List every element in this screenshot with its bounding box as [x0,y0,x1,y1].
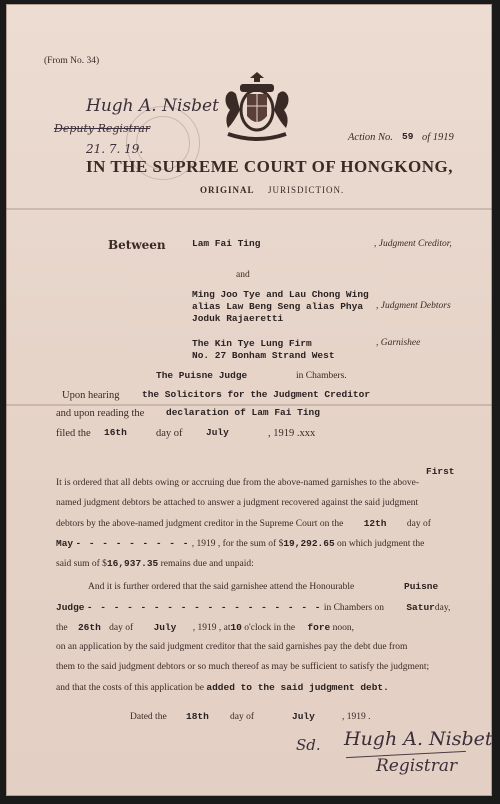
and-label: and [236,270,250,280]
creditor-name: Lam Fai Ting [192,238,261,249]
sd-mark: Sd. [296,736,321,754]
filed-the: filed the [56,428,91,439]
garnishee-role: , Garnishee [376,338,421,348]
dated-day-of: day of [230,712,255,722]
jurisdiction-original: ORIGINAL [200,185,255,195]
further-fore: fore [307,622,331,633]
filed-day: 16th [104,427,127,438]
dated-day: 18th [186,711,209,722]
further-date: 26th [77,622,101,633]
order-day: 12th [363,518,387,529]
further-oclock: o'clock in the [244,623,296,633]
order-line2: named judgment debtors be attached to answer a judgment recovered against the said judgment [56,498,419,508]
further-line1: And it is further ordered that the said garnishee attend the Honourable [88,582,355,592]
garnishee-line1: The Kin Tye Lung Firm [192,338,312,349]
fold-line [6,208,492,210]
document-page [6,4,492,796]
final-signature: Hugh A. Nisbet [344,728,493,750]
action-label: Action No. [348,132,393,143]
debtors-line2: alias Law Beng Seng alias Phya [192,301,364,312]
action-number: 59 [402,131,414,142]
coat-of-arms-icon [220,70,294,148]
order-month: May [56,538,74,549]
further-month: July [153,622,177,633]
dated-month: July [292,711,315,722]
upon-reading-prefix: and upon reading the [56,408,145,419]
further-day-of: day of [109,623,134,633]
between-label: Between [108,238,166,252]
dated-the: Dated the [130,712,167,722]
upon-hearing-prefix: Upon hearing [62,390,120,401]
further-hour: 10 [230,622,242,633]
dated-year: , 1919 . [342,712,371,722]
further-in-chambers: in Chambers on [323,603,384,613]
further-dashes: - - - - - - - - - - - - - - - - - - [86,602,322,613]
order-line3-dayof: day of [406,519,431,529]
day-of: day of [156,428,183,439]
garnishee-line2: No. 27 Bonham Strand West [192,350,335,361]
further-weekday: Satur [406,602,435,613]
form-number: (From No. 34) [44,56,100,66]
debtors-line3: Joduk Rajaeretti [192,313,284,324]
order-line5 [56,558,254,569]
registrar-signature: Hugh A. Nisbet [86,96,219,116]
in-chambers: in Chambers. [296,371,347,381]
order-line3-text: debtors by the above-named judgment creditor in the Supreme Court on the [56,519,344,529]
order-sum: 19,292.65 [283,538,335,549]
upon-reading-typed: declaration of Lam Fai Ting [166,407,320,418]
signature-date: 21. 7. 19. [86,142,144,156]
debtors-line1: Ming Joo Tye and Lau Chong Wing [192,289,369,300]
further-line3 [56,622,354,633]
further-line6-text: and that the costs of this application be [56,683,205,693]
order-said-sum: said sum of $ [56,559,107,569]
further-typed-puisne: Puisne [404,581,439,592]
further-typed-judge: Judge [56,602,85,613]
further-line6-typed: added to the said judgment debt. [206,682,389,693]
order-line4 [56,538,424,549]
further-day-word: day, [434,603,451,613]
order-line1: It is ordered that all debts owing or accruing due from the above-named garnishes to the above- [56,478,419,488]
order-remains: remains due and unpaid: [160,559,254,569]
final-title: Registrar [376,756,458,776]
further-line6 [56,682,389,693]
action-year: of 1919 [422,132,454,143]
order-typed-first: First [426,466,455,477]
order-remaining: 16,937.35 [106,558,159,569]
judge-typed: The Puisne Judge [156,370,248,381]
order-on-which: on which judgment the [337,539,425,549]
fold-line [6,404,492,406]
filed-month: July [206,427,229,438]
creditor-role: , Judgment Creditor, [374,239,452,249]
further-noon: noon, [332,623,354,633]
jurisdiction-word: JURISDICTION. [268,185,345,195]
order-line3 [56,518,431,529]
upon-hearing-typed: the Solicitors for the Judgment Creditor [142,389,371,400]
court-name: IN THE SUPREME COURT OF HONGKONG, [86,157,453,176]
debtors-role: , Judgment Debtors [376,301,451,311]
further-the: the [56,623,68,633]
further-line2 [56,602,450,613]
order-dashes: - - - - - - - - - [75,538,190,549]
registrar-title: Deputy Registrar [54,122,151,135]
further-line5: them to the said judgment debtors or so much thereof as may be sufficient to satisfy the judgment; [56,662,430,672]
order-year-text: , 1919 , for the sum of $ [191,539,284,549]
filed-year: , 1919 .xxx [268,428,316,439]
further-line4: on an application by the said judgment creditor that the said garnishes pay the debt due from [56,642,408,652]
further-year-at: , 1919 , at [192,623,231,633]
